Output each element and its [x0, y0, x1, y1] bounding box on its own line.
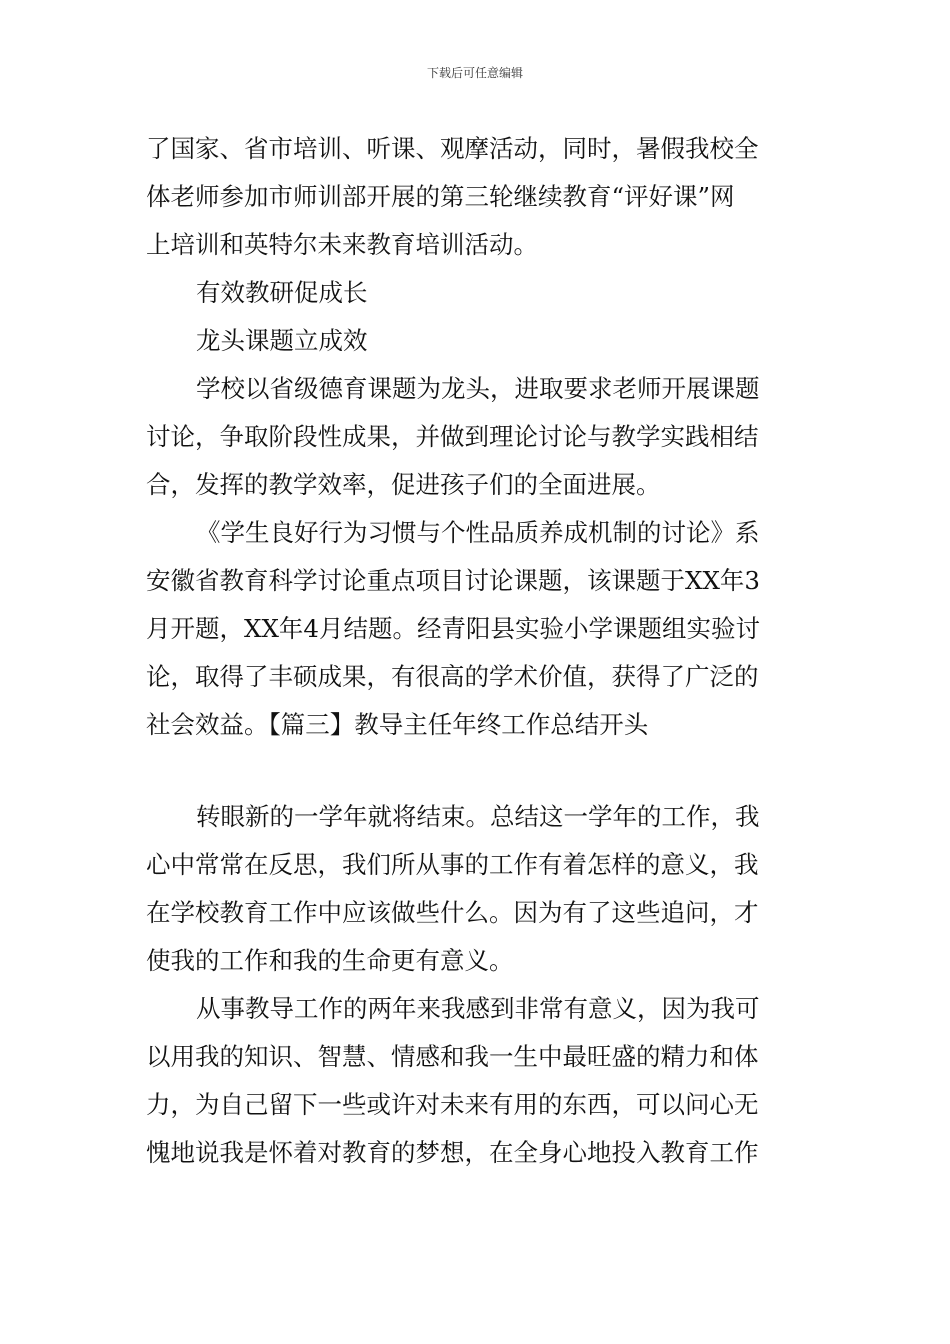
text-line: 转眼新的一学年就将结束。总结这一学年的工作，我 [196, 802, 760, 831]
document-body [146, 125, 806, 1177]
text-line: 使我的工作和我的生命更有意义。 [146, 946, 514, 975]
section-heading: 有效教研促成长 [196, 278, 368, 307]
text-line: 《学生良好行为习惯与个性品质养成机制的讨论》系 [196, 518, 760, 547]
text-line: 论，取得了丰硕成果，有很高的学术价值，获得了广泛的 [146, 662, 759, 691]
text-line: 合，发挥的教学效率，促进孩子们的全面进展。 [146, 470, 661, 499]
text-line: 安徽省教育科学讨论重点项目讨论课题，该课题于XX年3 [146, 566, 760, 595]
text-line: 以用我的知识、智慧、情感和我一生中最旺盛的精力和体 [146, 1042, 759, 1071]
section-heading: 龙头课题立成效 [196, 326, 368, 355]
text-line: 讨论，争取阶段性成果，并做到理论讨论与教学实践相结 [146, 422, 759, 451]
text-line: 社会效益。【篇三】教导主任年终工作总结开头 [146, 710, 649, 739]
text-line: 上培训和英特尔未来教育培训活动。 [146, 230, 538, 259]
text-line: 学校以省级德育课题为龙头，进取要求老师开展课题 [196, 374, 760, 403]
text-line: 月开题，XX年4月结题。经青阳县实验小学课题组实验讨 [146, 614, 760, 643]
paragraph-gap [146, 749, 806, 793]
page-header: 下载后可任意编辑 [426, 66, 523, 80]
text-line: 力，为自己留下一些或许对未来有用的东西，可以问心无 [146, 1090, 759, 1119]
text-line: 从事教导工作的两年来我感到非常有意义，因为我可 [196, 994, 760, 1023]
text-line: 体老师参加市师训部开展的第三轮继续教育“评好课”网 [146, 182, 735, 211]
text-line: 愧地说我是怀着对教育的梦想，在全身心地投入教育工作 [146, 1138, 759, 1167]
text-line: 心中常常在反思，我们所从事的工作有着怎样的意义，我 [146, 850, 759, 879]
text-line: 在学校教育工作中应该做些什么。因为有了这些追问，才 [146, 898, 759, 927]
text-line: 了国家、省市培训、听课、观摩活动，同时，暑假我校全 [146, 134, 759, 163]
